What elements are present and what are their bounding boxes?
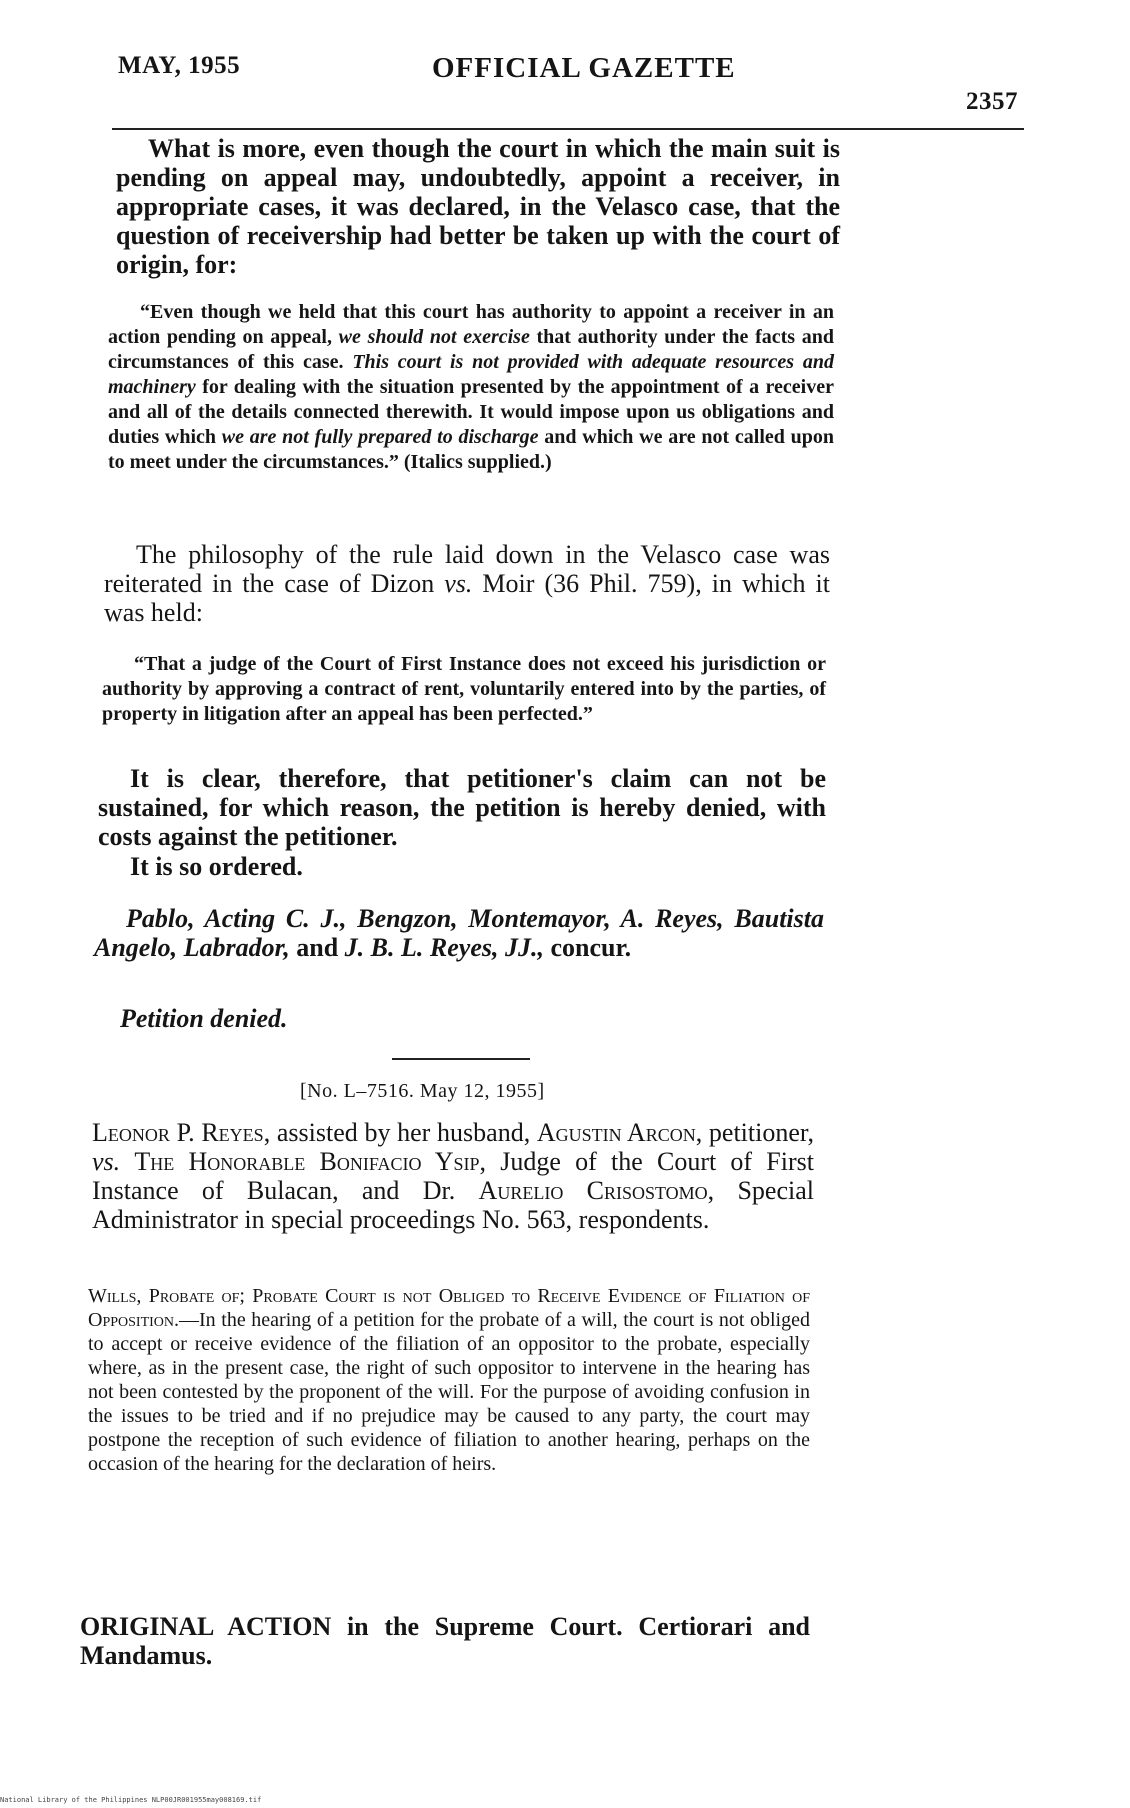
concurrence bbox=[94, 904, 824, 962]
party-name: Aurelio Crisostomo bbox=[478, 1176, 708, 1205]
header-date: MAY, 1955 bbox=[118, 52, 241, 79]
syllabus bbox=[88, 1284, 810, 1476]
concurrence-part: and bbox=[289, 933, 345, 962]
disposition bbox=[120, 1004, 720, 1033]
versus-text: vs. bbox=[92, 1147, 121, 1176]
party-name: Agustin Arcon bbox=[536, 1118, 696, 1147]
concurrence-justices: J. B. L. Reyes, JJ., bbox=[344, 933, 544, 962]
section-divider bbox=[392, 1058, 530, 1060]
quote-velasco-italic: we should not exercise bbox=[338, 326, 530, 348]
caption-part: , Special Administrator in special proceedings No. 563, respondents. bbox=[92, 1176, 814, 1234]
case-number: [No. L–7516. May 12, 1955] bbox=[300, 1080, 545, 1102]
header-rule bbox=[112, 128, 1024, 130]
syllabus-heading: Wills, Probate of; Probate Court is not Obliged to Receive Evidence of Filiation of Opposition. bbox=[88, 1285, 810, 1331]
paragraph-philosophy bbox=[104, 540, 830, 627]
so-ordered: It is so ordered. bbox=[130, 852, 303, 881]
case-caption bbox=[92, 1118, 814, 1234]
quote-velasco bbox=[108, 300, 834, 475]
quote-velasco-italic: we are not fully prepared to discharge bbox=[221, 426, 539, 448]
scan-footer: National Library of the Philippines NLP00JR001955may008169.tif bbox=[0, 1796, 262, 1804]
gazette-title: OFFICIAL GAZETTE bbox=[432, 52, 736, 84]
caption-part: , assisted by her husband, bbox=[263, 1118, 537, 1147]
quote-velasco-part: and which we are not called upon to meet under the circumstances.” (Italics supplied.) bbox=[108, 426, 834, 473]
page-number: 2357 bbox=[966, 88, 1018, 115]
paragraph-conclusion: It is clear, therefore, that petitioner's claim can not be sustained, for which reason, the petition is hereby denied, with costs against the petitioner. bbox=[98, 764, 826, 851]
quote-dizon: “That a judge of the Court of First Instance does not exceed his jurisdiction or authority by approving a contract of rent, voluntarily entered into by the parties, of property in litigation after an appeal has been perfected.” bbox=[102, 653, 826, 725]
concurrence-part: concur. bbox=[543, 933, 632, 962]
disposition-text: Petition denied. bbox=[120, 1004, 288, 1033]
caption-part bbox=[120, 1147, 134, 1176]
quote-velasco-part: that authority under the facts and circumstances of this case. bbox=[108, 326, 834, 373]
caption-part: , petitioner, bbox=[695, 1118, 815, 1147]
versus-text: vs. bbox=[444, 569, 473, 598]
concurrence-justices: Pablo, Acting C. J., Bengzon, Montemayor, A. Reyes, Bautista Angelo, Labrador, bbox=[94, 904, 824, 962]
syllabus-body: —In the hearing of a petition for the probate of a will, the court is not obliged to accept or receive evidence of the filiation of an oppositor to the probate, especially where, as in the present case, the right of such oppositor to intervene in the hearing has not been contested by the proponent of the will. For the purpose of avoiding confusion in the issues to be tried and if no prejudice may be caused to any party, the court may postpone the reception of such evidence of filiation to another hearing, perhaps on the occasion of the hearing for the declaration of heirs. bbox=[88, 1309, 810, 1475]
quote-velasco-part: for dealing with the situation presented by the appointment of a receiver and all of the details connected therewith. It would impose upon us obligations and duties which bbox=[108, 376, 834, 448]
quote-velasco-part: “Even though we held that this court has authority to appoint a receiver in an action pending on appeal, bbox=[108, 301, 834, 348]
original-action bbox=[80, 1612, 810, 1670]
party-name: Leonor P. Reyes bbox=[92, 1118, 264, 1147]
paragraph-philosophy-part: Moir (36 Phil. 759), in which it was held: bbox=[104, 569, 830, 627]
party-name: The Honorable Bonifacio Ysip bbox=[134, 1147, 480, 1176]
paragraph-philosophy-part: The philosophy of the rule laid down in the Velasco case was reiterated in the case of Dizon bbox=[104, 540, 830, 598]
action-text: in the Supreme Court. Certiorari and Mandamus. bbox=[80, 1612, 811, 1670]
action-heading: ORIGINAL ACTION bbox=[80, 1612, 332, 1641]
quote-velasco-italic: This court is not provided with adequate resources and machinery bbox=[108, 351, 834, 398]
caption-part: , Judge of the Court of First Instance of Bulacan, and Dr. bbox=[92, 1147, 814, 1205]
paragraph-receivership: What is more, even though the court in which the main suit is pending on appeal may, undoubtedly, appoint a receiver, in appropriate cases, it was declared, in the Velasco case, that the question of receivership had better be taken up with the court of origin, for: bbox=[116, 134, 840, 279]
